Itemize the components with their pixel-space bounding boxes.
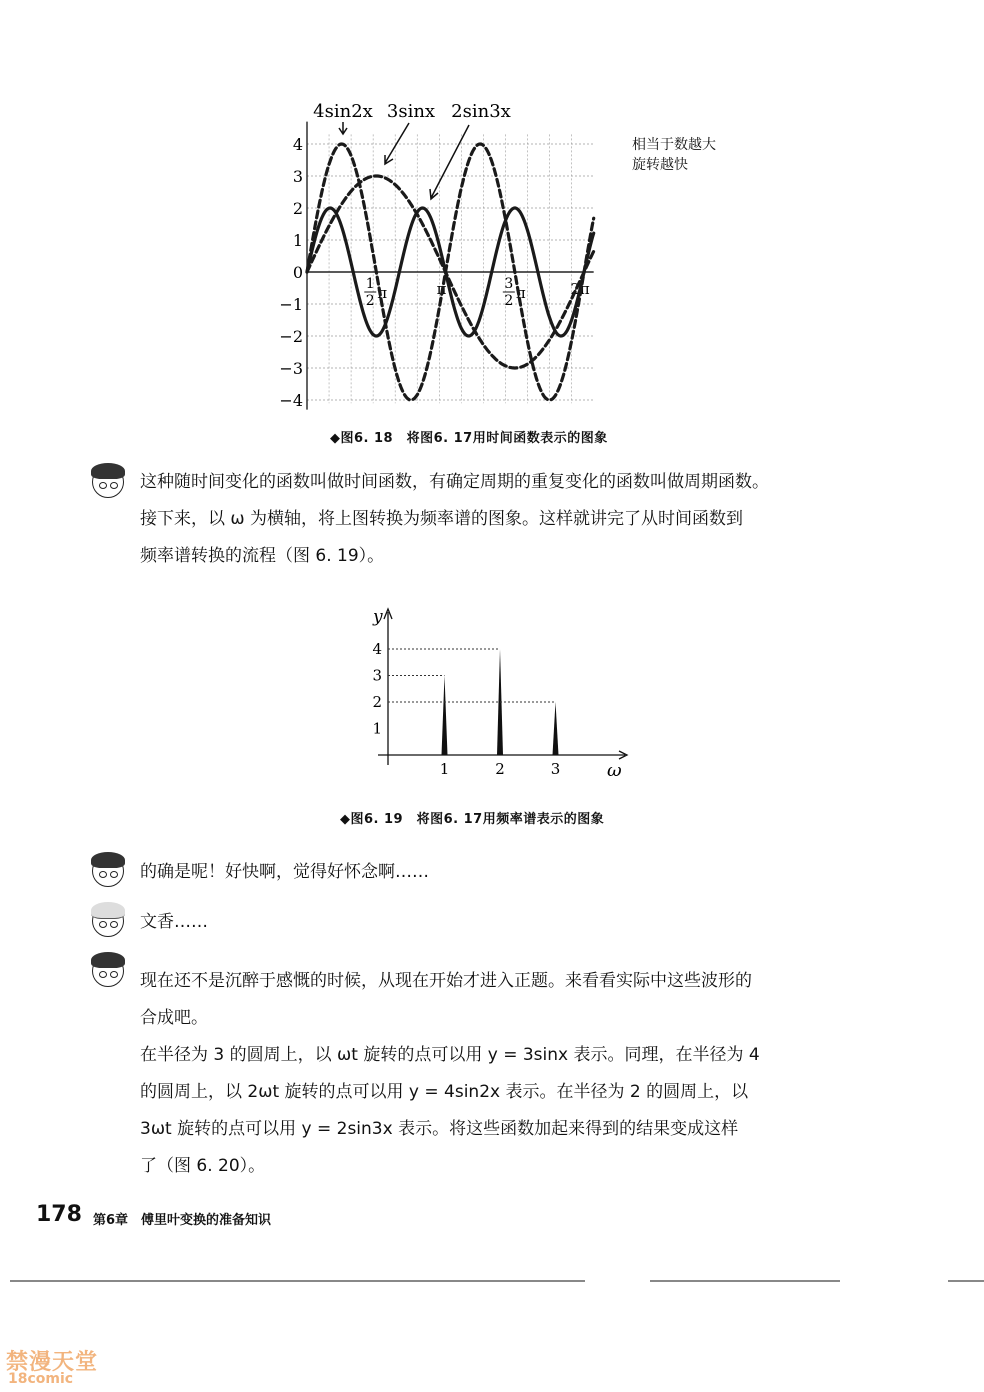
figure-6-18-caption: ◆图6. 18 将图6. 17用时间函数表示的图象 bbox=[330, 431, 608, 446]
label-arrow bbox=[430, 125, 469, 199]
y-tick-label: 3 bbox=[292, 167, 303, 186]
watermark-logo: 禁漫天堂 bbox=[6, 1350, 99, 1375]
x-tick-label bbox=[503, 276, 526, 309]
bottom-rule-right bbox=[948, 1280, 984, 1282]
chapter-title: 第6章 傅里叶变换的准备知识 bbox=[93, 1213, 272, 1228]
frequency-spectrum-chart bbox=[355, 600, 645, 785]
series-label: 4sin2x bbox=[313, 101, 373, 122]
y-tick-label: −2 bbox=[279, 327, 303, 346]
y-tick-label: 2 bbox=[292, 199, 303, 218]
svg-text:π: π bbox=[377, 284, 388, 302]
svg-text:1: 1 bbox=[365, 276, 375, 292]
paragraph-2-line-4: 的圆周上，以 2ωt 旋转的点可以用 y = 4sin2x 表示。在半径为 2 的圆周上，以 bbox=[140, 1082, 749, 1102]
y-tick-label: 0 bbox=[292, 263, 303, 282]
figure-6-19-caption: ◆图6. 19 将图6. 17用频率谱表示的图象 bbox=[340, 812, 605, 827]
paragraph-2-line-6: 了（图 6. 20）。 bbox=[140, 1156, 266, 1176]
paragraph-1-line-2: 接下来，以 ω 为横轴，将上图转换为频率谱的图象。这样就讲完了从时间函数到 bbox=[140, 509, 744, 529]
side-note bbox=[632, 135, 716, 175]
paragraph-1 bbox=[140, 464, 900, 575]
y-tick-label: 4 bbox=[372, 640, 382, 658]
paragraph-1-line-1: 这种随时间变化的函数叫做时间函数，有确定周期的重复变化的函数叫做周期函数。 bbox=[140, 472, 769, 492]
svg-text:2: 2 bbox=[504, 293, 514, 309]
x-tick-label: 3 bbox=[550, 760, 561, 778]
paragraph-2-line-1: 现在还不是沉醉于感慨的时候，从现在开始才进入正题。来看看实际中这些波形的 bbox=[140, 971, 752, 991]
y-tick-label: 4 bbox=[292, 135, 303, 154]
svg-text:π: π bbox=[436, 280, 447, 298]
x-tick-label: 2 bbox=[495, 760, 505, 778]
paragraph-1-line-3: 频率谱转换的流程（图 6. 19）。 bbox=[140, 546, 385, 566]
paragraph-2-line-2: 合成吧。 bbox=[140, 1008, 208, 1028]
page-number: 178 bbox=[36, 1202, 82, 1227]
svg-text:2π: 2π bbox=[570, 280, 590, 298]
svg-text:π: π bbox=[515, 284, 526, 302]
bottom-rule-left bbox=[10, 1280, 585, 1282]
spectrum-bar bbox=[442, 676, 448, 756]
paragraph-2-line-3: 在半径为 3 的圆周上，以 ωt 旋转的点可以用 y = 3sinx 表示。同理，在半径为 4 bbox=[140, 1045, 760, 1065]
series-label: 3sinx bbox=[386, 101, 436, 122]
avatar-girl-glasses-2 bbox=[92, 955, 124, 987]
side-note-line-2: 旋转越快 bbox=[632, 157, 688, 173]
dialogue-line-1: 的确是呢！好快啊，觉得好怀念啊…… bbox=[140, 862, 429, 882]
y-tick-label: −4 bbox=[279, 391, 303, 410]
avatar-girl-glasses bbox=[92, 466, 124, 498]
frequency-spectrum-chart-svg bbox=[355, 600, 645, 785]
y-tick-label: −3 bbox=[279, 359, 303, 378]
x-tick-label: 1 bbox=[439, 760, 450, 778]
avatar-boy bbox=[92, 855, 124, 887]
avatar-girl-light-hair bbox=[92, 905, 124, 937]
x-axis-label: ω bbox=[607, 760, 622, 781]
spectrum-bar bbox=[553, 702, 559, 755]
y-tick-label: 1 bbox=[372, 719, 382, 738]
svg-text:2: 2 bbox=[365, 293, 375, 309]
paragraph-2-line-5: 3ωt 旋转的点可以用 y = 2sin3x 表示。将这些函数加起来得到的结果变成这样 bbox=[140, 1119, 739, 1139]
dialogue-line-2: 文香…… bbox=[140, 912, 208, 932]
series-label: 2sin3x bbox=[451, 101, 511, 122]
time-domain-chart bbox=[279, 95, 615, 415]
side-note-line-1: 相当于数越大 bbox=[632, 137, 716, 153]
paragraph-2 bbox=[140, 963, 900, 1185]
y-tick-label: 2 bbox=[372, 693, 382, 711]
svg-text:3: 3 bbox=[504, 276, 514, 292]
bottom-rule-middle bbox=[650, 1280, 840, 1282]
y-tick-label: 3 bbox=[372, 666, 382, 685]
watermark-logo-sub: 18comic bbox=[8, 1371, 74, 1387]
y-tick-label: −1 bbox=[279, 295, 303, 314]
y-axis-label: y bbox=[373, 607, 383, 627]
time-domain-chart-svg bbox=[279, 95, 615, 415]
y-tick-label: 1 bbox=[292, 231, 303, 250]
label-arrow bbox=[339, 122, 347, 134]
label-arrow bbox=[385, 123, 409, 164]
